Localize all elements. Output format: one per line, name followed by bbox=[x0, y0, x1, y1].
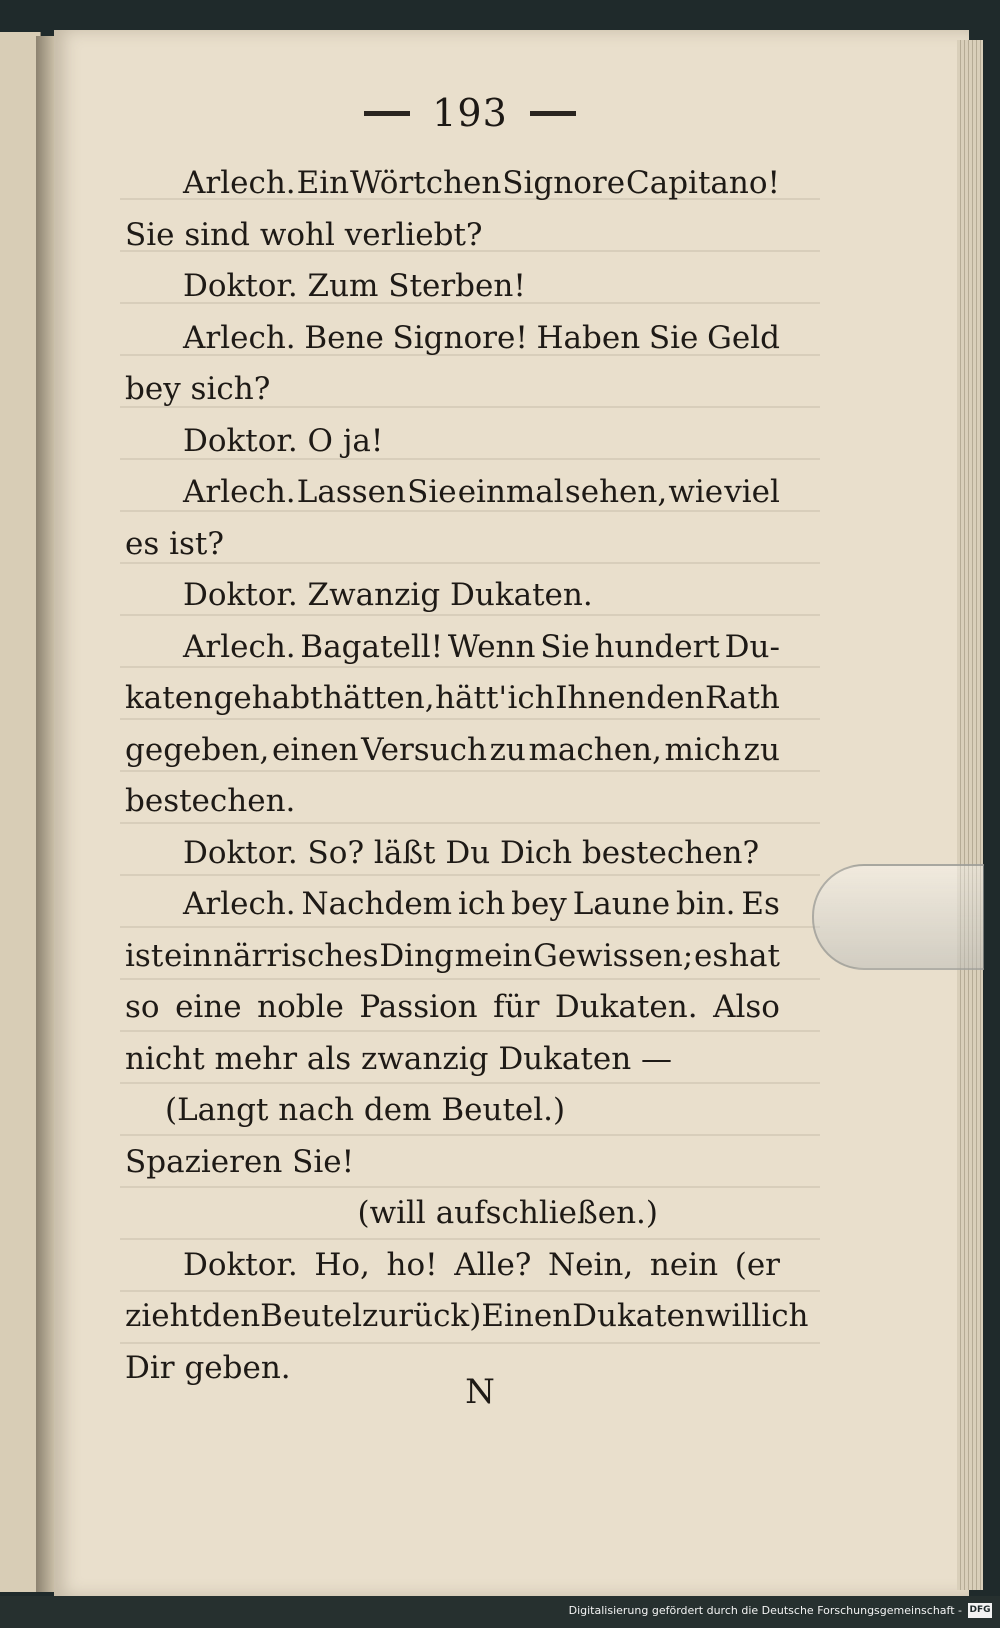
word: Gewissen; bbox=[533, 937, 694, 974]
text-line: Spazieren Sie! bbox=[125, 1143, 355, 1180]
word: bin. bbox=[675, 886, 736, 922]
word: Arlech. bbox=[183, 474, 296, 510]
word: Sie bbox=[648, 319, 699, 356]
word: ich bbox=[507, 680, 555, 716]
word: Arlech. bbox=[183, 628, 296, 665]
text-line bbox=[125, 1240, 780, 1292]
word: Ihnen bbox=[555, 680, 646, 716]
word: Einen bbox=[481, 1298, 573, 1334]
word: für bbox=[493, 989, 540, 1025]
word: Arlech. bbox=[183, 886, 296, 922]
book-gutter bbox=[36, 36, 56, 1592]
text-line: Dir geben. bbox=[125, 1349, 291, 1386]
word: wie bbox=[668, 474, 724, 510]
word: ist bbox=[125, 937, 164, 974]
word: Sie bbox=[407, 474, 457, 510]
word: es bbox=[693, 937, 729, 974]
text-line: bestechen. bbox=[125, 783, 296, 819]
word: Es bbox=[741, 886, 780, 922]
word: machen, bbox=[528, 731, 662, 768]
word: Rath bbox=[704, 680, 780, 716]
word: den bbox=[202, 1298, 261, 1334]
text-line: Doktor. Zwanzig Dukaten. bbox=[183, 577, 593, 613]
word: hat bbox=[729, 937, 780, 974]
word: hätten, bbox=[323, 680, 435, 716]
word: eine bbox=[175, 989, 242, 1025]
dfg-logo: DFG bbox=[968, 1603, 992, 1618]
word: Signore bbox=[502, 165, 626, 201]
header-dash-right bbox=[530, 111, 576, 116]
word: Haben bbox=[536, 319, 641, 356]
page-header bbox=[330, 88, 610, 138]
text-line: bey sich? bbox=[125, 371, 271, 407]
word: Geld bbox=[707, 319, 780, 356]
word: Bene bbox=[304, 319, 384, 356]
word: Ho, bbox=[314, 1246, 370, 1283]
text-line bbox=[125, 313, 780, 365]
word: Dukaten. bbox=[554, 989, 698, 1025]
word: Dukaten bbox=[572, 1298, 705, 1334]
word: Alle? bbox=[454, 1246, 532, 1283]
text-line: Doktor. O ja! bbox=[183, 422, 384, 459]
page-clip bbox=[812, 864, 984, 970]
word: Nein, bbox=[548, 1246, 634, 1283]
text-line bbox=[125, 931, 780, 983]
word: einmal bbox=[457, 474, 564, 510]
word: nein bbox=[649, 1246, 719, 1283]
text-line bbox=[125, 158, 780, 210]
word: Signore! bbox=[392, 319, 528, 356]
word: einen bbox=[271, 731, 359, 768]
word: (er bbox=[734, 1246, 780, 1283]
word: den bbox=[646, 680, 705, 716]
word: Bagatell! bbox=[300, 628, 444, 665]
text-line: (will aufschließen.) bbox=[357, 1195, 658, 1231]
word: Wörtchen bbox=[350, 165, 502, 201]
text-line bbox=[125, 879, 780, 931]
text-line: (Langt nach dem Beutel.) bbox=[165, 1092, 566, 1128]
word: zieht bbox=[125, 1298, 203, 1334]
word: Ding bbox=[379, 937, 454, 974]
word: zurück) bbox=[361, 1298, 482, 1334]
word: hundert bbox=[594, 628, 720, 665]
word: will bbox=[705, 1298, 762, 1334]
word: Arlech. bbox=[183, 165, 296, 201]
word: Wenn bbox=[447, 628, 536, 665]
word: Also bbox=[713, 989, 780, 1025]
left-page-edge bbox=[0, 32, 41, 1592]
text-line: es ist? bbox=[125, 525, 225, 562]
text-line bbox=[125, 982, 780, 1034]
word: zu bbox=[489, 731, 526, 768]
header-dash-left bbox=[364, 111, 410, 116]
word: Passion bbox=[359, 989, 478, 1025]
word: närrisches bbox=[213, 937, 379, 974]
word: Beutel bbox=[260, 1298, 362, 1334]
word: gehabt bbox=[213, 680, 323, 716]
page-number: 193 bbox=[432, 91, 508, 135]
word: mein bbox=[454, 937, 533, 974]
text-line bbox=[125, 1291, 809, 1343]
word: Sie bbox=[540, 628, 590, 665]
page-stack-edge bbox=[957, 40, 983, 1590]
word: Laune bbox=[572, 886, 671, 922]
word: Arlech. bbox=[183, 319, 296, 356]
word: ho! bbox=[386, 1246, 438, 1283]
word: Capitano! bbox=[626, 165, 780, 201]
text-line bbox=[125, 725, 780, 777]
word: Ein bbox=[296, 165, 350, 201]
text-line bbox=[125, 673, 780, 725]
word: mich bbox=[664, 731, 742, 768]
text-line: Doktor. Zum Sterben! bbox=[183, 268, 526, 304]
word: gegeben, bbox=[125, 731, 270, 768]
body-text bbox=[125, 158, 809, 1394]
word: viel bbox=[724, 474, 780, 510]
word: katen bbox=[125, 680, 214, 716]
word: sehen, bbox=[564, 474, 668, 510]
word: hätt' bbox=[435, 680, 507, 716]
word: ich bbox=[761, 1298, 809, 1334]
word: ich bbox=[457, 886, 506, 922]
text-line bbox=[125, 622, 780, 674]
word: bey bbox=[511, 886, 567, 922]
signature-mark: N bbox=[465, 1372, 495, 1412]
text-line: Sie sind wohl verliebt? bbox=[125, 216, 483, 253]
word: zu bbox=[743, 731, 780, 768]
word: ein bbox=[164, 937, 213, 974]
word: noble bbox=[257, 989, 344, 1025]
word: Nachdem bbox=[301, 886, 453, 922]
word: so bbox=[125, 989, 160, 1025]
text-line: nicht mehr als zwanzig Dukaten — bbox=[125, 1040, 673, 1077]
footer-credit: Digitalisierung gefördert durch die Deutsche Forschungsgemeinschaft - bbox=[568, 1604, 962, 1617]
word: Doktor. bbox=[183, 1246, 298, 1283]
text-line: Doktor. So? läßt Du Dich bestechen? bbox=[183, 834, 760, 871]
word: Du- bbox=[724, 628, 780, 665]
text-line bbox=[125, 467, 780, 519]
word: Lassen bbox=[296, 474, 406, 510]
word: Versuch bbox=[361, 731, 488, 768]
